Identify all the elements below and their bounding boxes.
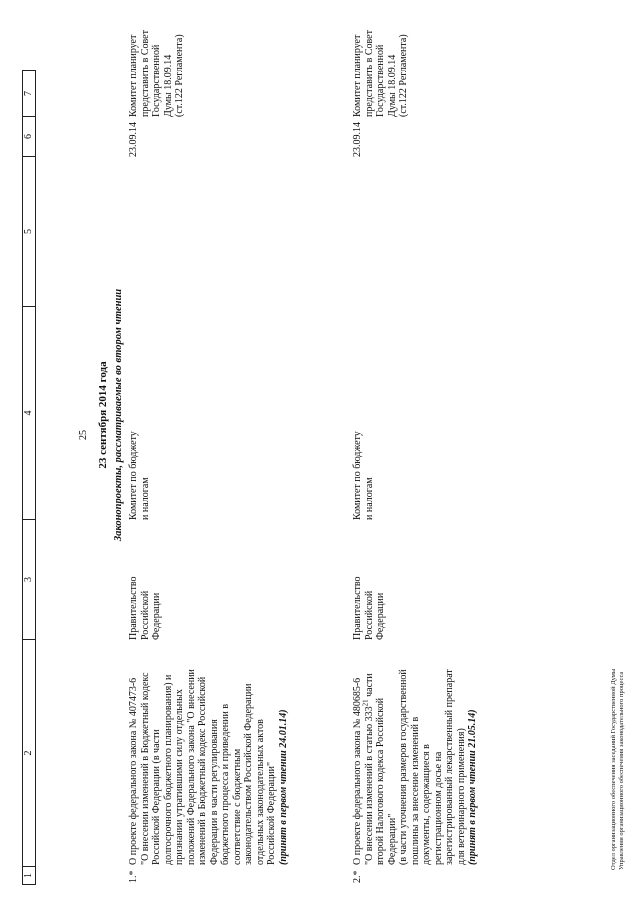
bill-description: О проекте федерального закона № 480685-6 "О внесении изменений в статью $333^{21}$ части второй Налогового кодекса Российской Федерации" (в части уточнения размеров государственной пошлины за внесение изменений в документы, содержащиеся в регистрационном досье на зарегистрированный лекарственный препарат для ветеринарного применения) (принят в первом чтении 21.05.14) bbox=[352, 669, 478, 865]
row-number: 1.* bbox=[128, 870, 139, 883]
section-heading: Законопроекты, рассматриваемые во втором чтении bbox=[113, 288, 124, 542]
bill-author: Правительство Российской Федерации bbox=[128, 576, 162, 640]
date-value: 23.09.14 bbox=[128, 122, 139, 157]
column-header-1: 1 bbox=[23, 866, 35, 884]
committee-plan: Комитет планирует представить в Совет Государственной Думы 18.09.14 (ст.122 Регламента) bbox=[128, 30, 185, 117]
bill-author: Правительство Российской Федерации bbox=[352, 576, 386, 640]
session-date: 23 сентября 2014 года bbox=[97, 361, 109, 469]
footer-note: Отдел организационного обеспечения заседаний Государственной Думы Управления организационного обеспечения законодательного процесса bbox=[610, 668, 625, 870]
date-value: 23.09.14 bbox=[352, 122, 363, 157]
bill-description: О проекте федерального закона № 407473-6 "О внесении изменений в Бюджетный кодекс Российской Федерации (в части долгосрочного бюджетного планирования) и признании утратившими силу отдельных положений Федерального закона "О внесении изменений в Бюджетный кодекс Российской Федерации в части регулирования бюджетного процесса и приведении в соответствие с бюджетным законодательством Российской Федерации отдельных законодательных актов Российской Федерации" (принят в первом чтении 24.01.14) bbox=[128, 669, 289, 865]
column-header-5: 5 bbox=[23, 156, 35, 306]
reading-note: (принят в первом чтении 21.05.14) bbox=[467, 709, 478, 865]
responsible-committee: Комитет по бюджету и налогам bbox=[352, 431, 375, 520]
column-header-6: 6 bbox=[23, 116, 35, 156]
column-header-3: 3 bbox=[23, 519, 35, 639]
rotated-content bbox=[0, 10, 640, 895]
committee-plan: Комитет планирует представить в Совет Государственной Думы 18.09.14 (ст.122 Регламента) bbox=[352, 30, 409, 117]
row-number: 2.* bbox=[352, 870, 363, 883]
column-header-7: 7 bbox=[23, 91, 34, 96]
column-header-row bbox=[22, 70, 36, 885]
column-header-4: 4 bbox=[23, 306, 35, 519]
responsible-committee: Комитет по бюджету и налогам bbox=[128, 431, 151, 520]
column-header-2: 2 bbox=[23, 639, 35, 866]
page-number: 25 bbox=[78, 430, 89, 440]
reading-note: (принят в первом чтении 24.01.14) bbox=[277, 709, 289, 865]
